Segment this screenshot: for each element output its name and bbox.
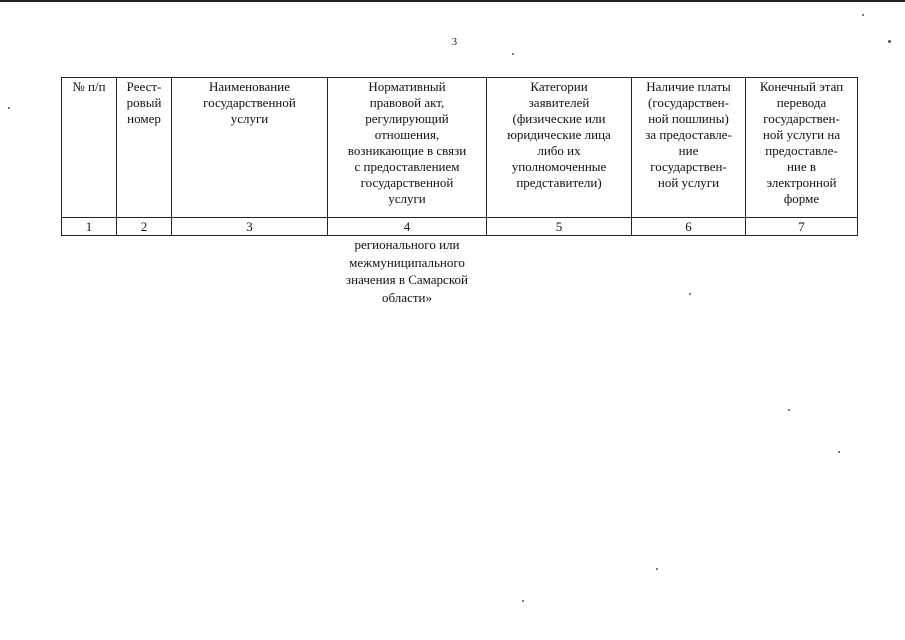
column-number-cell: 3 <box>172 218 328 236</box>
page-number: 3 <box>452 37 457 48</box>
header-final-stage: Конечный этап перевода государствен- ной услуги на предоставле- ние в электронной форме <box>746 78 858 218</box>
scan-speck <box>512 53 514 55</box>
header-number: № п/п <box>62 78 117 218</box>
column-number-cell: 6 <box>632 218 746 236</box>
scan-speck <box>8 107 10 109</box>
column-number-cell: 5 <box>487 218 632 236</box>
table-header-row <box>62 78 858 218</box>
scan-speck <box>689 293 691 295</box>
scan-speck <box>788 409 790 411</box>
header-service-name: Наименование государственной услуги <box>172 78 328 218</box>
scan-speck <box>656 568 658 570</box>
continuation-text: регионального или межмуниципального значения в Самарской области» <box>346 237 468 305</box>
header-fee: Наличие платы (государствен- ной пошлины) за предоставле- ние государствен- ной услуги <box>632 78 746 218</box>
scan-speck <box>862 14 864 16</box>
header-applicant-categories: Категории заявителей (физические или юридические лица либо их уполномоченные представители) <box>487 78 632 218</box>
scan-speck <box>888 40 891 43</box>
column-number-cell: 2 <box>117 218 172 236</box>
top-border-line <box>0 0 905 2</box>
column-number-row <box>62 218 858 236</box>
scan-speck <box>522 600 524 602</box>
column-number-cell: 7 <box>746 218 858 236</box>
header-registry-number: Реест- ровый номер <box>117 78 172 218</box>
services-table <box>61 77 858 236</box>
column-number-cell: 4 <box>328 218 487 236</box>
column-number-cell: 1 <box>62 218 117 236</box>
header-legal-act: Нормативный правовой акт, регулирующий отношения, возникающие в связи с предоставлением государственной услуги <box>328 78 487 218</box>
scan-speck <box>838 451 840 453</box>
